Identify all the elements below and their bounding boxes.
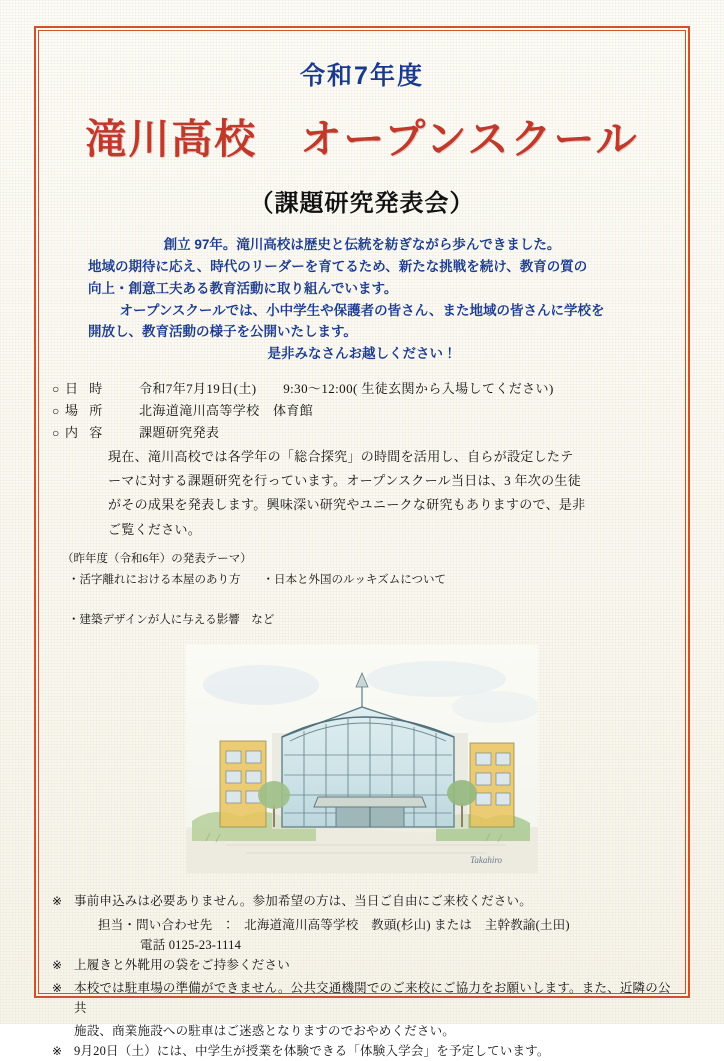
list-item: ・活字離れにおける本屋のあり方	[68, 573, 241, 586]
lead-line-3: 向上・創意工夫ある教育活動に取り組んでいます。	[88, 280, 398, 296]
detail-label-venue: 場 所	[65, 403, 107, 419]
detail-row-datetime	[52, 379, 672, 399]
asterisk-mark-icon: ※	[52, 957, 63, 972]
detail-row-content	[52, 423, 672, 443]
note-text: 本校では駐車場の準備ができません。公共交通機関でのご来校にご協力をお願いします。また、近隣の公共	[74, 980, 671, 1015]
lead-paragraph	[52, 234, 672, 365]
detail-label-content: 内 容	[65, 425, 107, 441]
circle-bullet-icon: ○	[52, 426, 60, 441]
detail-row-venue	[52, 401, 672, 421]
lead-line-4: オープンスクールでは、小中学生や保護者の皆さん、また地域の皆さんに学校を	[119, 302, 605, 318]
past-themes-list	[68, 572, 672, 630]
note-item-no-application	[52, 891, 672, 911]
asterisk-mark-icon: ※	[52, 1043, 63, 1058]
list-item: ・建築デザインが人に与える影響 など	[68, 613, 275, 626]
asterisk-mark-icon: ※	[52, 894, 63, 909]
note-text: 事前申込みは必要ありません。参加希望の方は、当日ご自由にご来校ください。	[74, 894, 532, 909]
content-body-line-2: ーマに対する課題研究を行っています。オープンスクール当日は、3 年次の生徒	[108, 472, 581, 488]
detail-value-content: 課題研究発表	[139, 425, 220, 441]
page-title-year: 令和7年度	[300, 62, 424, 90]
circle-bullet-icon: ○	[52, 404, 60, 419]
note-text-continued: 施設、商業施設への駐車はご迷惑となりますのでおやめください。	[74, 1023, 456, 1038]
detail-value-datetime: 令和7年7月19日(土) 9:30～12:00( 生徒玄関から入場してください)	[139, 381, 554, 397]
content-body-line-1: 現在、滝川高校では各学年の「総合探究」の時間を活用し、自らが設定したテ	[108, 448, 574, 464]
artist-signature: Takahiro	[470, 855, 502, 866]
past-themes-title: （昨年度（令和6年）の発表テーマ）	[62, 553, 252, 566]
circle-bullet-icon: ○	[52, 382, 60, 397]
notes-section	[52, 891, 672, 1061]
lead-line-2: 地域の期待に応え、時代のリーダーを育てるため、新たな挑戦を続け、教育の質の	[88, 258, 588, 274]
page-subtitle: （課題研究発表会）	[249, 190, 475, 217]
lead-line-1: 創立 97年。滝川高校は歴史と伝統を紡ぎながら歩んできました。	[163, 237, 561, 252]
detail-value-venue: 北海道滝川高等学校 体育館	[139, 403, 314, 419]
contact-line: 担当・問い合わせ先 ： 北海道滝川高等学校 教頭(杉山) または 主幹教諭(土田)	[98, 917, 570, 932]
note-text: 上履きと外靴用の袋をご持参ください	[74, 957, 290, 972]
detail-label-datetime: 日 時	[65, 381, 107, 397]
school-building-drawing-svg	[186, 645, 538, 873]
content-body-line-4: ご覧ください。	[108, 521, 202, 537]
event-details	[52, 379, 672, 629]
illustration-container	[52, 645, 672, 873]
phone-line: 電話 0125-23-1114	[140, 937, 242, 952]
note-text: 9月20日（土）には、中学生が授業を体験できる「体験入学会」を予定しています。	[74, 1043, 550, 1058]
content-body-line-3: がその成果を発表します。興味深い研究やユニークな研究もありますので、是非	[108, 497, 586, 513]
lead-line-6: 是非みなさんお越しください！	[267, 346, 457, 362]
asterisk-mark-icon: ※	[52, 980, 63, 995]
lead-line-5: 開放し、教育活動の様子を公開いたします。	[88, 324, 357, 340]
note-item-trial-enrollment	[52, 1041, 672, 1061]
school-building-illustration	[186, 645, 538, 873]
note-item-indoor-shoes	[52, 955, 672, 975]
page-title: 滝川高校 オープンスクール	[85, 116, 639, 162]
poster-content	[52, 44, 672, 1058]
list-item: ・日本と外国のルッキズムについて	[262, 573, 447, 586]
note-item-no-parking	[52, 978, 672, 1018]
